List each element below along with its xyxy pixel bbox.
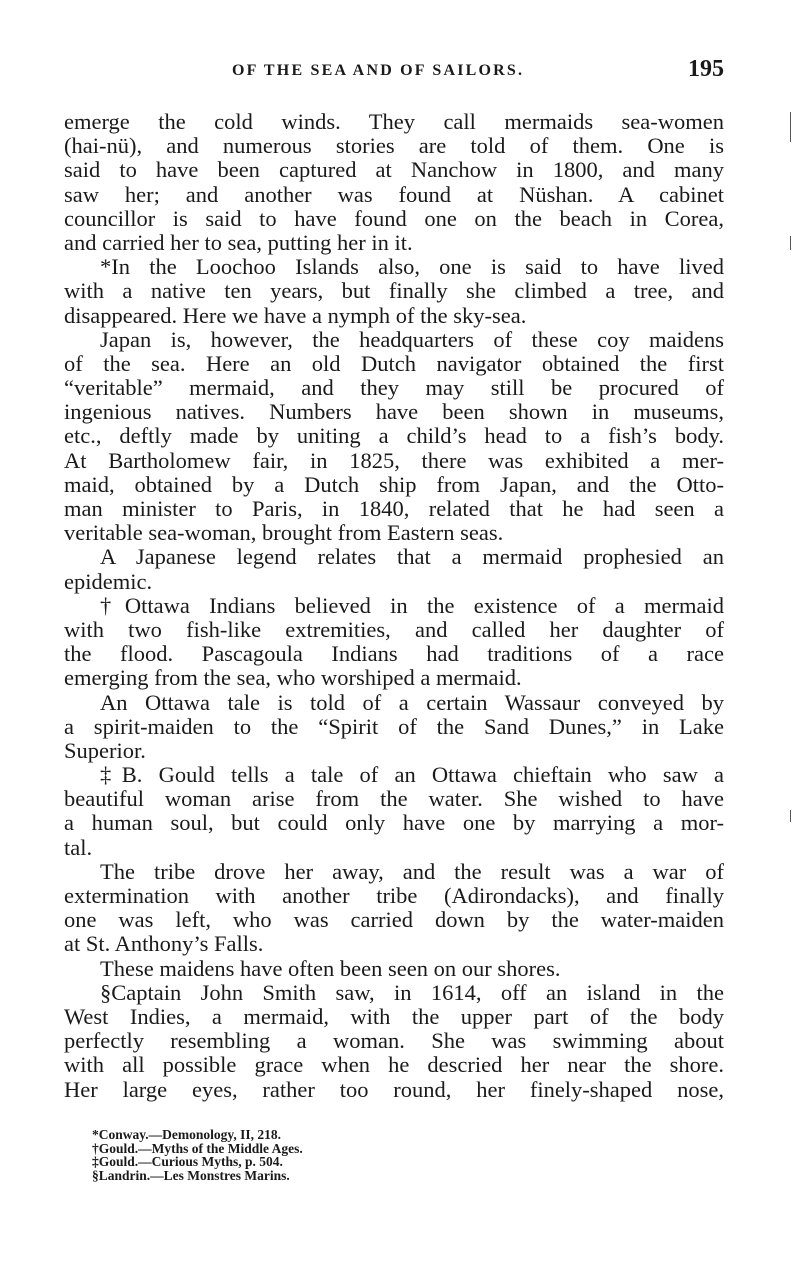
page-header (64, 56, 724, 86)
text-line: *In the Loochoo Islands also, one is said to have lived (100, 254, 724, 280)
text-line: of the sea. Here an old Dutch navigator obtained the first (64, 350, 724, 376)
footnote: *Conway.—Demonology, II, 218. (92, 1127, 282, 1142)
text-line: at St. Anthony’s Falls. (64, 931, 264, 957)
text-line: the flood. Pascagoula Indians had traditions of a race (64, 641, 724, 667)
running-head: OF THE SEA AND OF SAILORS. (232, 62, 525, 79)
body-text (64, 110, 724, 1102)
text-line: councillor is said to have found one on the beach in Corea, (64, 205, 724, 231)
text-line: †Ottawa Indians believed in the existence of a mermaid (100, 592, 724, 618)
margin-scan-mark (790, 112, 791, 142)
margin-scan-mark (790, 810, 791, 822)
text-line: a spirit-maiden to the “Spirit of the Sand Dunes,” in Lake (64, 713, 724, 739)
text-line: saw her; and another was found at Nüshan. A cabinet (64, 181, 724, 207)
text-line: beautiful woman arise from the water. She wished to have (64, 786, 724, 812)
text-line: ‡B. Gould tells a tale of an Ottawa chieftain who saw a (100, 762, 724, 788)
text-line: extermination with another tribe (Adirondacks), and finally (64, 883, 724, 908)
text-line: a human soul, but could only have one by marrying a mor- (64, 810, 724, 836)
text-line: said to have been captured at Nanchow in 1800, and many (64, 157, 724, 183)
text-line: with a native ten years, but finally she climbed a tree, and (64, 278, 724, 304)
footnote: §Landrin.—Les Monstres Marins. (92, 1167, 290, 1183)
text-line: “veritable” mermaid, and they may still be procured of (64, 375, 724, 401)
text-line: The tribe drove her away, and the result was a war of (100, 858, 724, 884)
text-line: emerge the cold winds. They call mermaids sea-women (64, 109, 724, 134)
text-line: An Ottawa tale is told of a certain Wassaur conveyed by (100, 689, 724, 715)
text-line: §Captain John Smith saw, in 1614, off an island in the (100, 979, 724, 1005)
text-line: Japan is, however, the headquarters of these coy maidens (100, 326, 724, 352)
text-line: maid, obtained by a Dutch ship from Japan, and the Otto- (64, 471, 724, 497)
text-line: with two fish-like extremities, and called her daughter of (64, 616, 724, 642)
text-line: man minister to Paris, in 1840, related that he had seen a (64, 496, 724, 521)
text-line: emerging from the sea, who worshiped a mermaid. (64, 665, 522, 691)
text-line: At Bartholomew fair, in 1825, there was exhibited a mer- (64, 447, 724, 473)
text-line: with all possible grace when he descried her near the shore. (64, 1052, 724, 1078)
text-line: one was left, who was carried down by the water-maiden (64, 907, 724, 933)
footnote: †Gould.—Myths of the Middle Ages. (92, 1140, 303, 1156)
text-line: disappeared. Here we have a nymph of the sky-sea. (64, 302, 527, 328)
text-line: perfectly resembling a woman. She was swimming about (64, 1028, 724, 1054)
margin-scan-mark (790, 236, 791, 250)
text-line: (hai-nü), and numerous stories are told of them. One is (64, 133, 724, 159)
text-line: Her large eyes, rather too round, her finely-shaped nose, (64, 1076, 724, 1102)
text-line: etc., deftly made by uniting a child’s head to a fish’s body. (64, 423, 724, 449)
text-line: Superior. (64, 737, 146, 763)
text-line: A Japanese legend relates that a mermaid prophesied an (100, 544, 724, 570)
footnotes (92, 1128, 303, 1182)
page-number: 195 (688, 56, 724, 82)
text-line: ingenious natives. Numbers have been shown in museums, (64, 399, 724, 425)
text-line: West Indies, a mermaid, with the upper part of the body (64, 1003, 724, 1029)
footnote: ‡Gould.—Curious Myths, p. 504. (92, 1154, 283, 1170)
text-line: epidemic. (64, 568, 153, 594)
text-line: and carried her to sea, putting her in it. (64, 229, 413, 255)
text-line: tal. (64, 834, 93, 860)
text-line: These maidens have often been seen on our shores. (100, 955, 561, 981)
text-line: veritable sea-woman, brought from Eastern seas. (64, 520, 504, 546)
